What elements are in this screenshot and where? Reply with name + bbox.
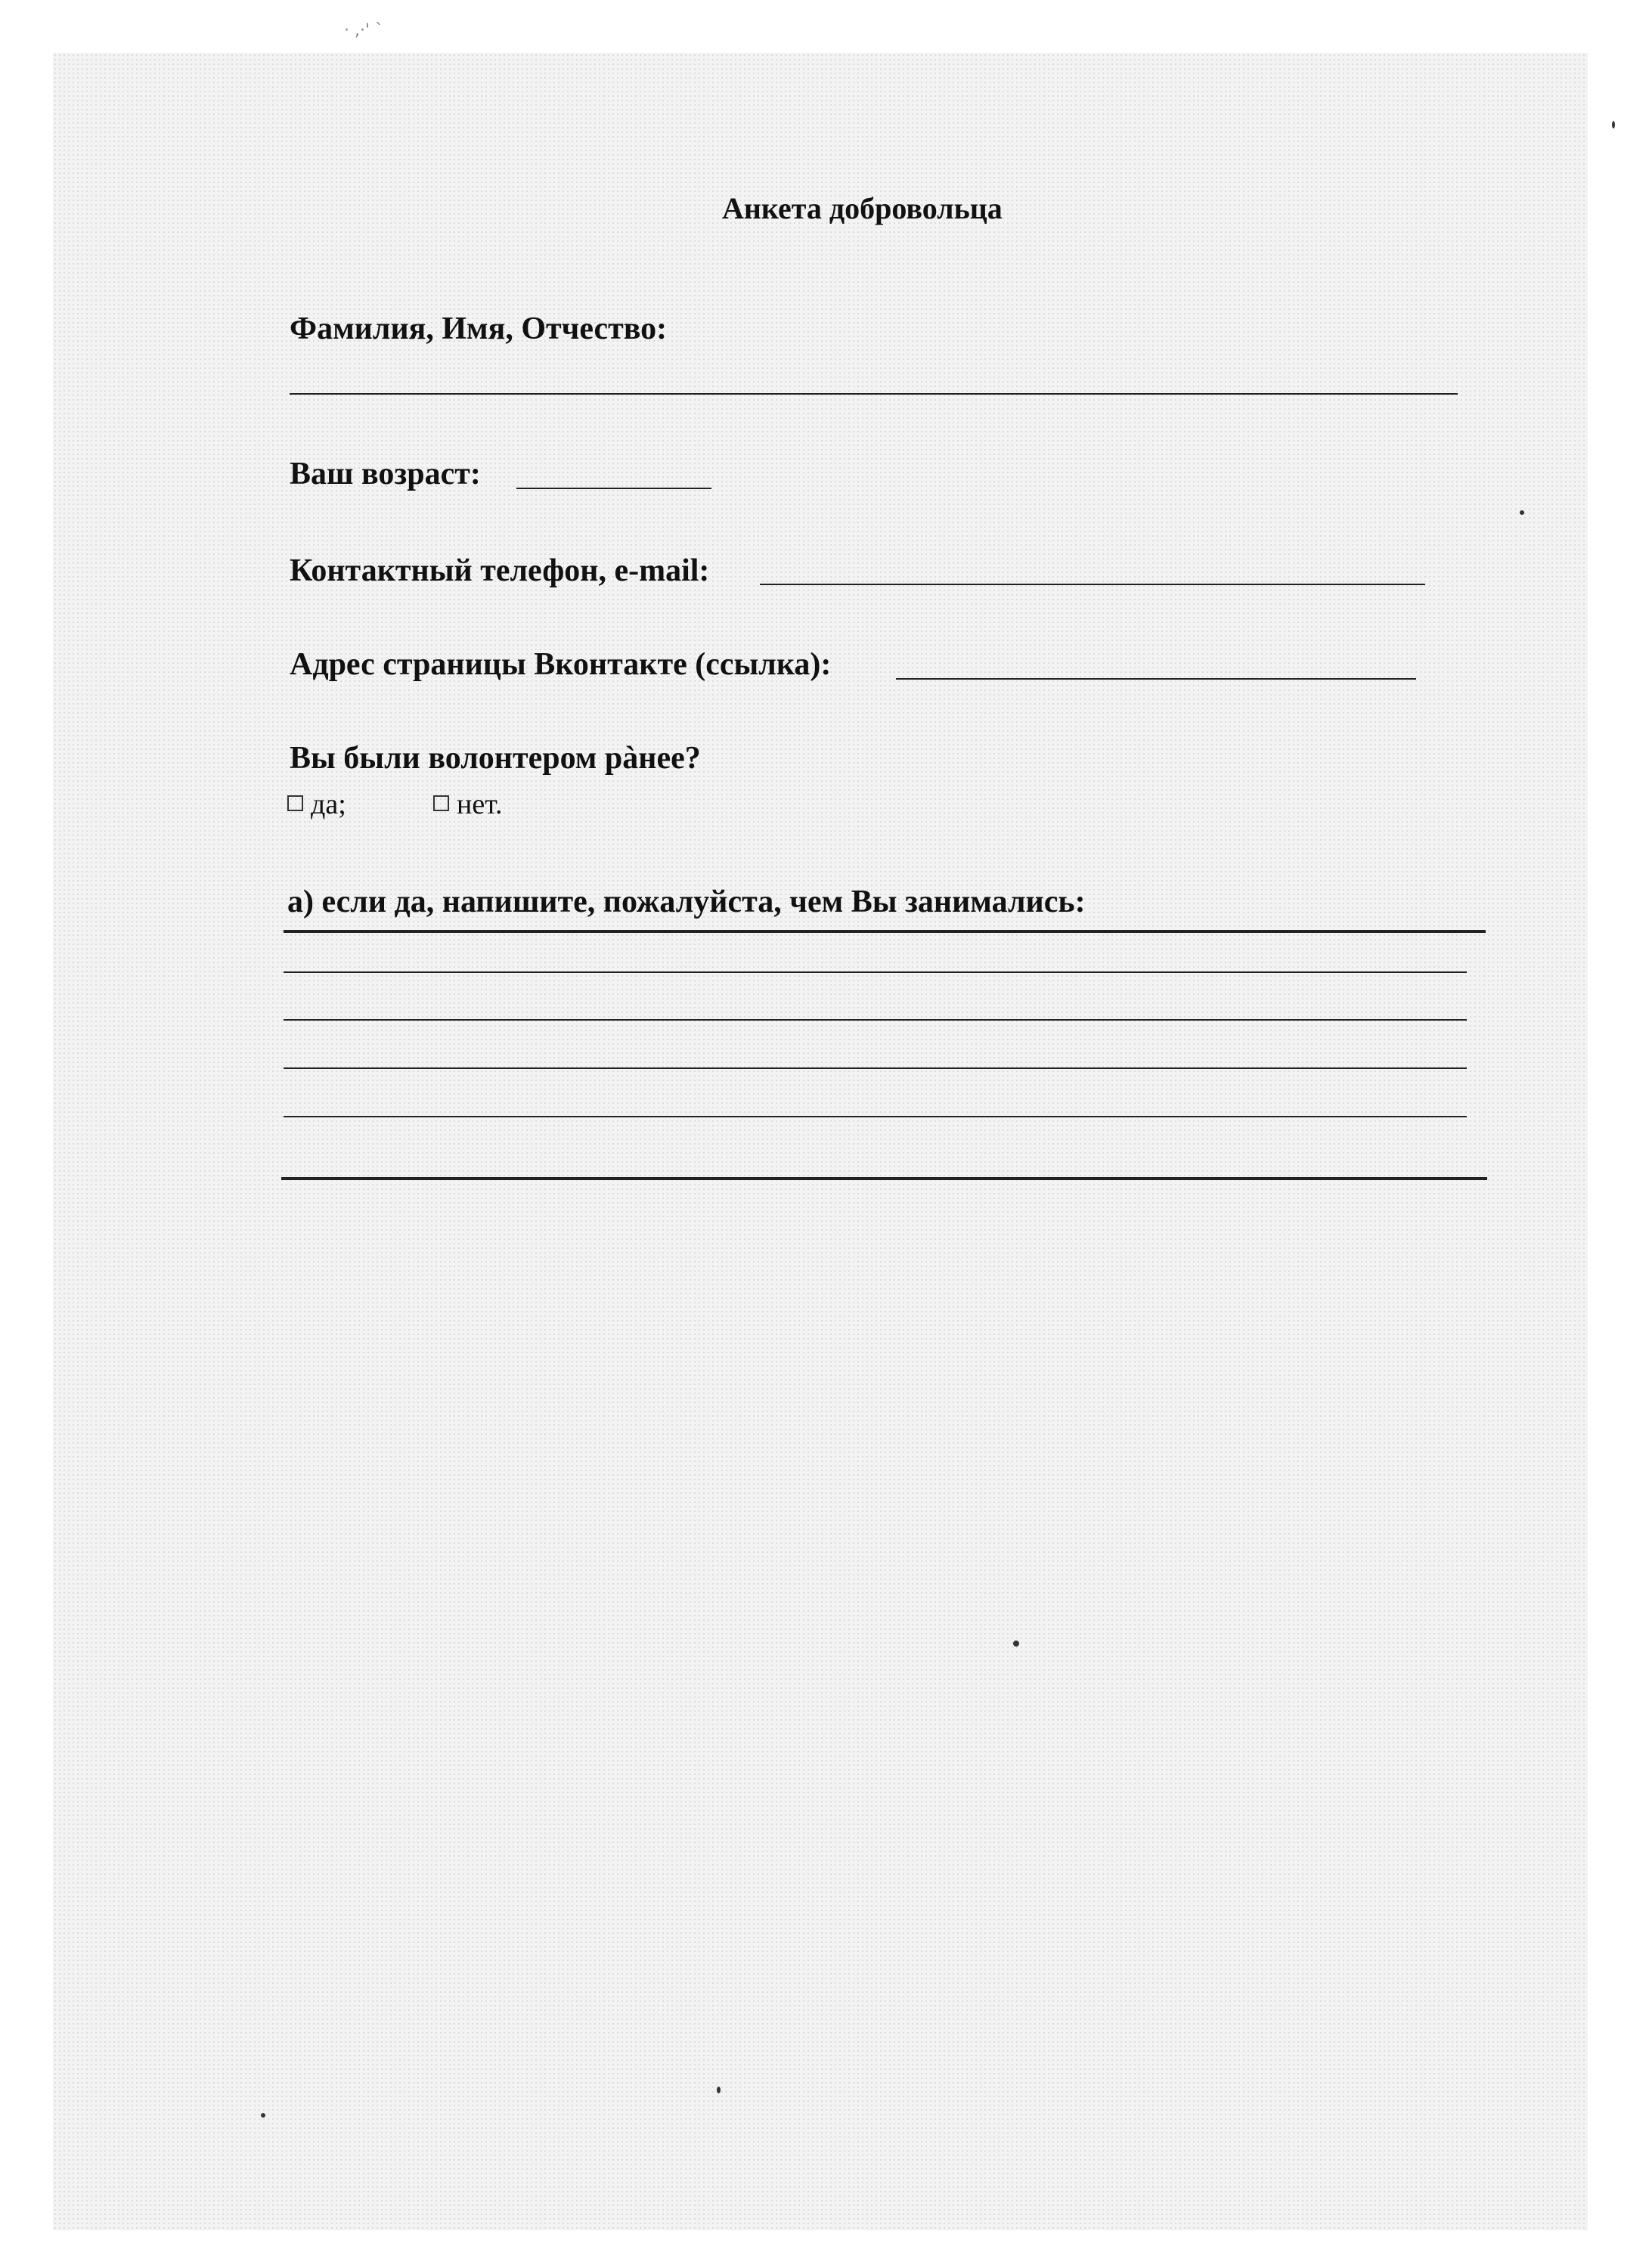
age-field-line[interactable] bbox=[516, 488, 711, 489]
option-yes-label: да; bbox=[311, 789, 346, 820]
option-no[interactable] bbox=[433, 790, 502, 819]
scan-artifact: · ,·' ˋ bbox=[344, 21, 384, 40]
vk-link-field-line[interactable] bbox=[896, 678, 1416, 680]
checkbox-yes[interactable] bbox=[287, 795, 303, 811]
answer-line-6[interactable] bbox=[281, 1177, 1487, 1180]
volunteer-question: Вы были волонтером рàнее? bbox=[290, 741, 701, 776]
answer-line-1[interactable] bbox=[284, 930, 1486, 933]
vk-link-label: Адрес страницы Вконтакте (ссылка): bbox=[290, 647, 832, 682]
scan-speck bbox=[1520, 510, 1524, 515]
scan-speck bbox=[717, 2087, 721, 2093]
full-name-field-line[interactable] bbox=[290, 393, 1458, 395]
answer-line-4[interactable] bbox=[284, 1067, 1467, 1069]
age-label: Ваш возраст: bbox=[290, 457, 481, 491]
answer-line-3[interactable] bbox=[284, 1019, 1467, 1021]
full-name-label: Фамилия, Имя, Отчество: bbox=[290, 311, 668, 346]
scan-speck bbox=[261, 2113, 265, 2118]
checkbox-no[interactable] bbox=[433, 795, 449, 811]
answer-line-2[interactable] bbox=[284, 971, 1467, 973]
contact-label: Контактный телефон, e-mail: bbox=[290, 553, 710, 588]
option-no-label: нет. bbox=[457, 789, 503, 820]
contact-field-line[interactable] bbox=[760, 584, 1425, 585]
scan-speck bbox=[1013, 1641, 1019, 1647]
scan-speck bbox=[1612, 121, 1615, 129]
scanned-page bbox=[53, 53, 1588, 2230]
if-yes-label: а) если да, напишите, пожалуйста, чем Вы занимались: bbox=[287, 885, 1086, 919]
form-title: Анкета добровольца bbox=[722, 191, 1003, 225]
option-yes[interactable] bbox=[287, 790, 346, 819]
answer-line-5[interactable] bbox=[284, 1116, 1467, 1117]
